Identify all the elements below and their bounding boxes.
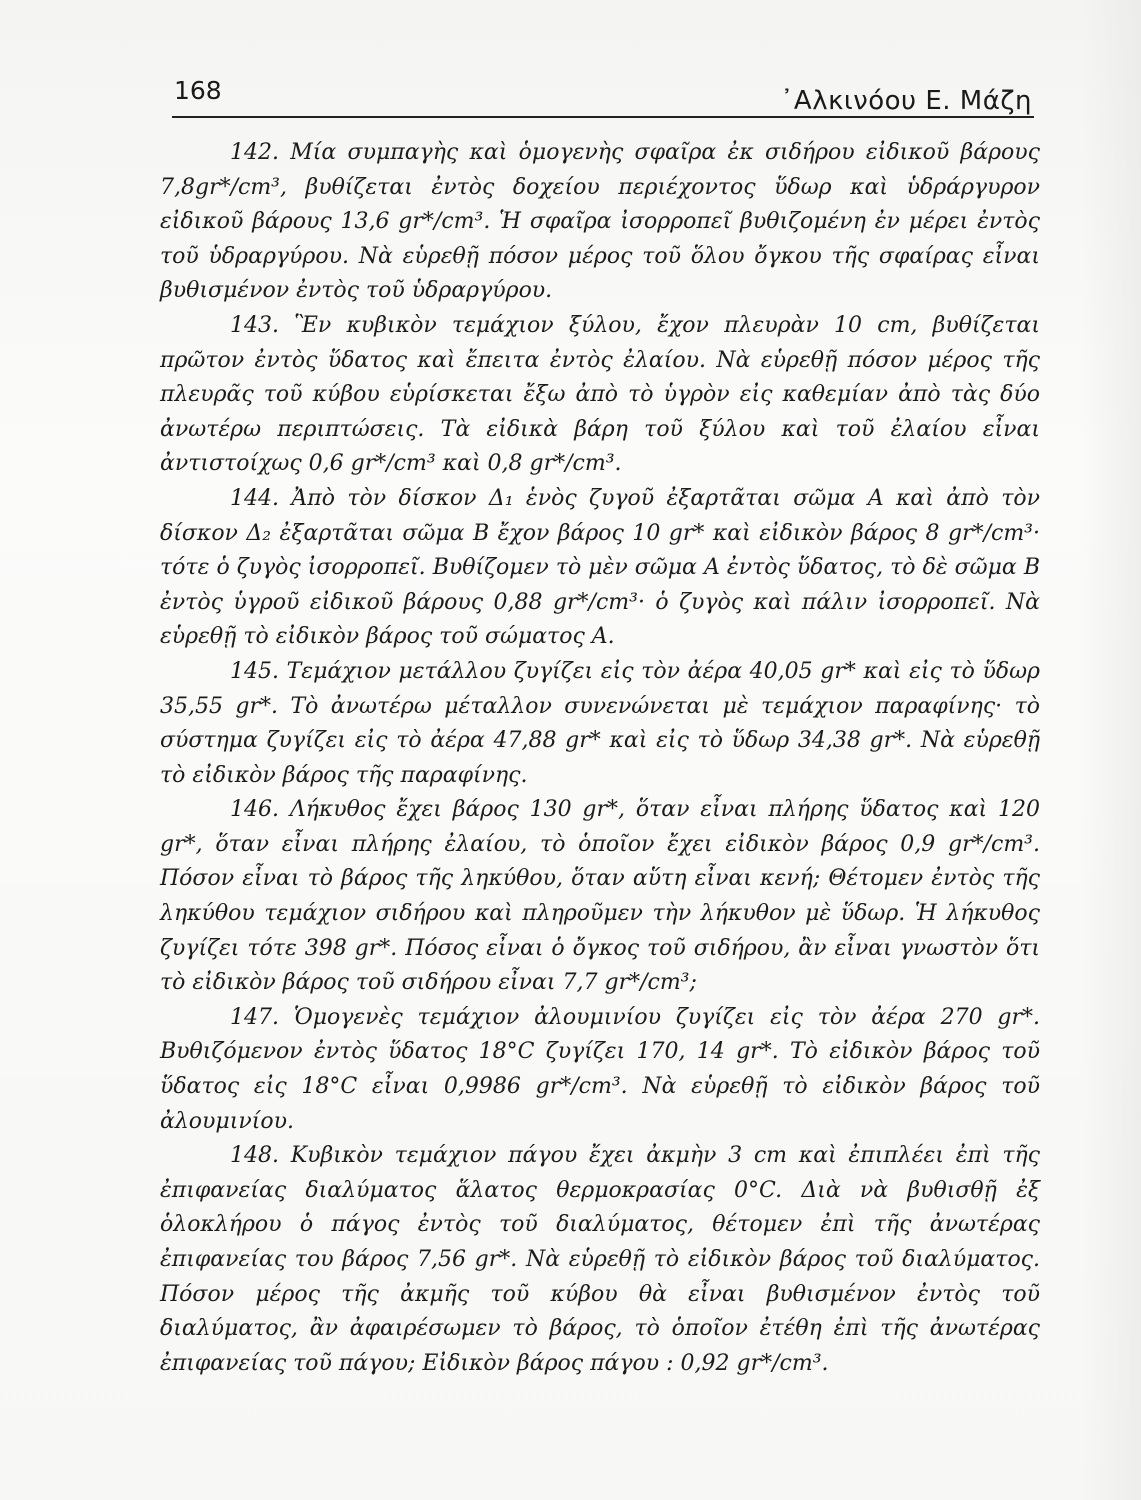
- problem-number: 145.: [230, 658, 279, 684]
- problem-142: [160, 136, 1040, 309]
- problem-number: 142.: [230, 140, 279, 165]
- problem-text: Μία συμπαγὴς καὶ ὁμογενὴς σφαῖρα ἐκ σιδήρου εἰδικοῦ βάρους 7,8gr*/cm³, βυθίζεται ἐντὸς δοχείου περιέχοντος ὕδωρ καὶ ὑδράργυρον εἰδικοῦ βάρους 13,6 gr*/cm³. Ἡ σφαῖρα ἰσορροπεῖ βυθιζομένη ἐν μέρει ἐντὸς τοῦ ὑδραργύρου. Νὰ εὑρεθῇ πόσον μέρος τοῦ ὅλου ὄγκου τῆς σφαίρας εἶναι βυθισμένον ἐντὸς τοῦ ὑδραργύρου.: [160, 140, 1040, 304]
- problem-number: 144.: [230, 485, 279, 511]
- problems-list: [160, 136, 1040, 1381]
- problem-number: 143.: [230, 312, 279, 338]
- page-header: [172, 72, 1032, 118]
- problem-text: Ἀπὸ τὸν δίσκον Δ₁ ἑνὸς ζυγοῦ ἐξαρτᾶται σῶμα Α καὶ ἀπὸ τὸν δίσκον Δ₂ ἐξαρτᾶται σῶμα Β ἔχον βάρος 10 gr* καὶ εἰδικὸν βάρος 8 gr*/cm³· τότε ὁ ζυγὸς ἰσορροπεῖ. Βυθίζομεν τὸ μὲν σῶμα Α ἐντὸς ὕδατος, τὸ δὲ σῶμα Β ἐντὸς ὑγροῦ εἰδικοῦ βάρους 0,88 gr*/cm³· ὁ ζυγὸς καὶ πάλιν ἰσορροπεῖ. Νὰ εὑρεθῇ τὸ εἰδικὸν βάρος τοῦ σώματος Α.: [160, 485, 1040, 650]
- page-edge-shadow: [1081, 0, 1141, 1500]
- running-head: ᾿Αλκινόου Ε. Μάζη: [780, 86, 1032, 116]
- problem-146: [160, 793, 1040, 1001]
- page-number: 168: [174, 76, 222, 105]
- problem-144: [160, 482, 1040, 655]
- problem-143: [160, 309, 1040, 482]
- problem-text: Ἓν κυβικὸν τεμάχιον ξύλου, ἔχον πλευρὰν 10 cm, βυθίζεται πρῶτον ἐντὸς ὕδατος καὶ ἔπειτα ἐντὸς ἐλαίου. Νὰ εὑρεθῇ πόσον μέρος τῆς πλευρᾶς τοῦ κύβου εὑρίσκεται ἔξω ἀπὸ τὸ ὑγρὸν εἰς καθεμίαν ἀπὸ τὰς δύο ἀνωτέρω περιπτώσεις. Τὰ εἰδικὰ βάρη τοῦ ξύλου καὶ τοῦ ἐλαίου εἶναι ἀντιστοίχως 0,6 gr*/cm³ καὶ 0,8 gr*/cm³.: [160, 312, 1040, 477]
- problem-text: Τεμάχιον μετάλλου ζυγίζει εἰς τὸν ἀέρα 40,05 gr* καὶ εἰς τὸ ὕδωρ 35,55 gr*. Τὸ ἀνωτέρω μέταλλον συνενώνεται μὲ τεμάχιον παραφίνης· τὸ σύστημα ζυγίζει εἰς τὸ ἀέρα 47,88 gr* καὶ εἰς τὸ ὕδωρ 34,38 gr*. Νὰ εὑρεθῇ τὸ εἰδικὸν βάρος τῆς παραφίνης.: [160, 658, 1040, 788]
- problem-148: [160, 1139, 1040, 1381]
- problem-number: 146.: [230, 797, 279, 823]
- problem-number: 148.: [230, 1143, 279, 1169]
- header-rule: [172, 116, 1034, 118]
- problem-text: Λήκυθος ἔχει βάρος 130 gr*, ὅταν εἶναι πλήρης ὕδατος καὶ 120 gr*, ὅταν εἶναι πλήρης ἐλαίου, τὸ ὁποῖον ἔχει εἰδικὸν βάρος 0,9 gr*/cm³. Πόσον εἶναι τὸ βάρος τῆς ληκύθου, ὅταν αὕτη εἶναι κενή; Θέτομεν ἐντὸς τῆς ληκύθου τεμάχιον σιδήρου καὶ πληροῦμεν τὴν λήκυθον μὲ ὕδωρ. Ἡ λήκυθος ζυγίζει τότε 398 gr*. Πόσος εἶναι ὁ ὄγκος τοῦ σιδήρου, ἂν εἶναι γνωστὸν ὅτι τὸ εἰδικὸν βάρος τοῦ σιδήρου εἶναι 7,7 gr*/cm³;: [160, 797, 1040, 996]
- problem-145: [160, 655, 1040, 793]
- problem-number: 147.: [230, 1004, 279, 1030]
- problem-text: Ὁμογενὲς τεμάχιον ἀλουμινίου ζυγίζει εἰς τὸν ἀέρα 270 gr*. Βυθιζόμενον ἐντὸς ὕδατος 18°C ζυγίζει 170, 14 gr*. Τὸ εἰδικὸν βάρος τοῦ ὕδατος εἰς 18°C εἶναι 0,9986 gr*/cm³. Νὰ εὑρεθῇ τὸ εἰδικὸν βάρος τοῦ ἀλουμινίου.: [160, 1004, 1040, 1134]
- problem-text: Κυβικὸν τεμάχιον πάγου ἔχει ἀκμὴν 3 cm καὶ ἐπιπλέει ἐπὶ τῆς ἐπιφανείας διαλύματος ἅλατος θερμοκρασίας 0°C. Διὰ νὰ βυθισθῇ ἐξ ὁλοκλήρου ὁ πάγος ἐντὸς τοῦ διαλύματος, θέτομεν ἐπὶ τῆς ἀνωτέρας ἐπιφανείας του βάρος 7,56 gr*. Νὰ εὑρεθῇ τὸ εἰδικὸν βάρος τοῦ διαλύματος. Πόσον μέρος τῆς ἀκμῆς τοῦ κύβου θὰ εἶναι βυθισμένον ἐντὸς τοῦ διαλύματος, ἂν ἀφαιρέσωμεν τὸ βάρος, τὸ ὁποῖον ἐτέθη ἐπὶ τῆς ἀνωτέρας ἐπιφανείας τοῦ πάγου; Εἰδικὸν βάρος πάγου : 0,92 gr*/cm³.: [160, 1143, 1041, 1376]
- problem-147: [160, 1001, 1040, 1139]
